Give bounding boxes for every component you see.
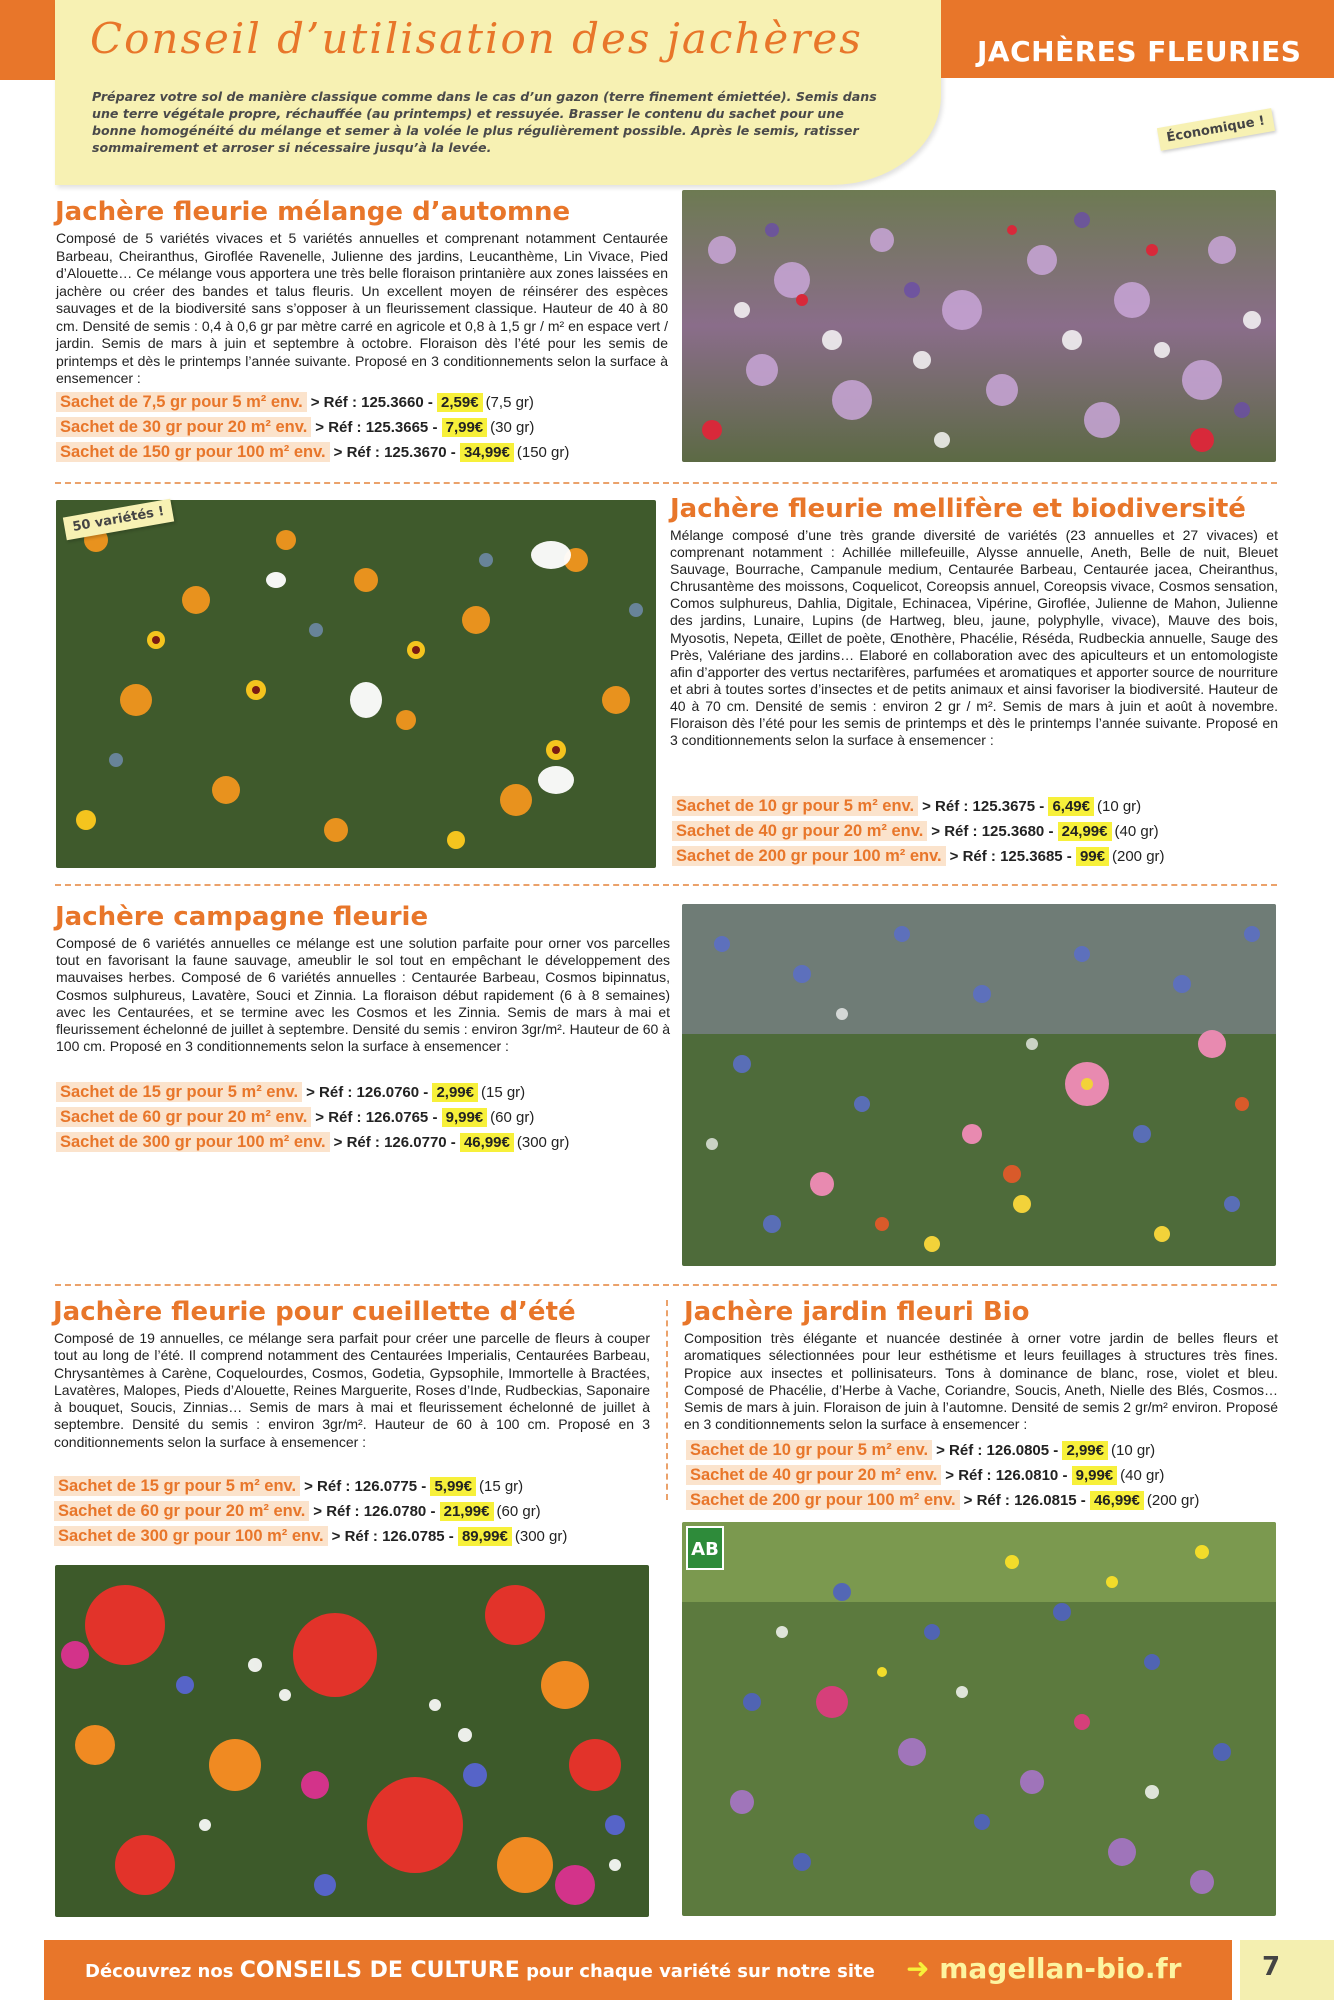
photo-autumn-mix (682, 190, 1276, 462)
option-price: 2,59€ (437, 393, 483, 412)
option-label: Sachet de 15 gr pour 5 m² env. (56, 1082, 302, 1102)
sticker-economique: Économique ! (1157, 108, 1275, 151)
product-title: Jachère campagne fleurie (55, 902, 429, 932)
option-row[interactable] (56, 415, 569, 440)
option-weight: (300 gr) (514, 1528, 568, 1545)
option-price: 5,99€ (430, 1477, 476, 1496)
product-options (56, 1080, 569, 1155)
option-ref: > Réf : 126.0775 - (304, 1478, 427, 1495)
option-ref: > Réf : 125.3665 - (315, 419, 438, 436)
product-options (686, 1438, 1199, 1513)
option-weight: (10 gr) (1110, 1442, 1156, 1459)
cursor-arrow-icon: ➜ (906, 1952, 930, 1985)
product-description: Mélange composé d’une très grande diversité de variétés (23 annuelles et 27 vivaces) et comprenant notamment : Achillée millefeuille, Alysse annuelle, Aneth, Belle de nuit, Bleuet Sauvage, Bourrache, Campanule medium, Centaurée Barbeau, Centaurée jacea, Cheiranthus, Chrusantème des moissons, Coquelicot, Coreopsis annuel, Coreopsis vivace, Cosmos sensation, Comos sulphureus, Dahlia, Digitale, Echinacea, Vipérine, Giroflée, Julienne de Mahon, Julienne des jardins, Lunaire, Lupins (de Hartweg, bleu, jaune, polyphylle, vivace), Mauve des bois, Myosotis, Nepeta, Œillet de poète, Œnothère, Phacélie, Réséda, Rudbeckia annuelle, Sauge des Près, Valériane des jardins… Elaboré en collaboration avec des apiculteurs et un entomologiste afin d’apporter des vertus nectarifères, parfumées et aromatiques et apporter source de nourriture et abri à toutes sortes d’insectes et de petits animaux et ainsi favoriser la biodiversité. Hauteur de 40 à 70 cm. Densité de semis : environ 2 gr / m². Semis de mars à juin et août à novembre. Floraison dès l’été pour les semis de printemps et dès le printemps l’année suivante. Proposé en 3 conditionnements selon la surface à ensemencer : (670, 527, 1278, 749)
footer-post: pour chaque variété sur notre site (526, 1961, 875, 1982)
option-row[interactable] (54, 1524, 567, 1549)
option-label: Sachet de 200 gr pour 100 m² env. (672, 846, 946, 866)
option-weight: (30 gr) (490, 419, 535, 436)
option-weight: (10 gr) (1096, 798, 1142, 815)
option-ref: > Réf : 125.3670 - (333, 444, 456, 461)
option-weight: (200 gr) (1146, 1492, 1200, 1509)
option-price: 6,49€ (1048, 797, 1094, 816)
option-row[interactable] (686, 1438, 1199, 1463)
product-title: Jachère fleurie mélange d’automne (55, 197, 571, 227)
option-price: 24,99€ (1058, 822, 1112, 841)
product-description: Composé de 19 annuelles, ce mélange sera parfait pour créer une parcelle de fleurs à couper tout au long de l’été. Il comprend notamment des Centaurées Imperialis, Centaurées Barbeau, Chrysantèmes à Carène, Coquelourdes, Cosmos, Godetia, Gypsophile, Immortelle à Bractées, Lavatères, Malopes, Pieds d’Alouette, Reines Marguerite, Roses d’Inde, Rudbeckias, Saponaire à bouquet, Soucis, Zinnias… Semis de mars à mai et fleurissement échelonné de juillet à septembre. Densité du semis : environ 3gr/m². Hauteur de 60 à 100 cm. Proposé en 3 conditionnements selon la surface à ensemencer : (54, 1330, 650, 1450)
option-label: Sachet de 300 gr pour 100 m² env. (56, 1132, 330, 1152)
option-label: Sachet de 10 gr pour 5 m² env. (686, 1440, 932, 1460)
option-label: Sachet de 40 gr pour 20 m² env. (686, 1465, 941, 1485)
footer-text (85, 1958, 875, 1983)
option-price: 89,99€ (458, 1527, 512, 1546)
option-label: Sachet de 150 gr pour 100 m² env. (56, 442, 330, 462)
option-row[interactable] (56, 1130, 569, 1155)
photo-campagne (682, 904, 1276, 1266)
option-row[interactable] (56, 440, 569, 465)
site-link[interactable] (906, 1952, 1181, 1985)
option-ref: > Réf : 126.0810 - (945, 1467, 1068, 1484)
product-description: Composition très élégante et nuancée destinée à orner votre jardin de belles fleurs et aromatiques sélectionnées pour leur esthétisme et leurs feuillages à structures très fines. Propice aux insectes et pollinisateurs. Tons à dominance de blanc, rose, violet et bleu. Composé de Phacélie, d’Herbe à Vache, Coriandre, Soucis, Aneth, Nielle des Blés, Cosmos…Semis de mars à juin. Floraison de juin à l’automne. Densité de semis 2 gr/m² environ. Proposé en 3 conditionnements selon la surface à ensemencer : (684, 1330, 1278, 1433)
option-ref: > Réf : 125.3675 - (922, 798, 1045, 815)
vertical-divider (666, 1300, 668, 1500)
option-weight: (60 gr) (496, 1503, 541, 1520)
footer-highlight: CONSEILS DE CULTURE (239, 1958, 520, 1983)
option-weight: (60 gr) (490, 1109, 535, 1126)
option-weight: (15 gr) (478, 1478, 524, 1495)
option-weight: (200 gr) (1112, 848, 1165, 865)
option-row[interactable] (672, 819, 1165, 844)
option-weight: (40 gr) (1114, 823, 1159, 840)
sticker-50-varietes: 50 variétés ! (63, 499, 174, 541)
option-row[interactable] (672, 794, 1165, 819)
product-options (54, 1474, 567, 1549)
option-row[interactable] (54, 1499, 567, 1524)
option-price: 9,99€ (1072, 1466, 1118, 1485)
option-row[interactable] (56, 390, 569, 415)
option-row[interactable] (686, 1463, 1199, 1488)
option-price: 99€ (1076, 847, 1109, 866)
option-ref: > Réf : 126.0815 - (963, 1492, 1086, 1509)
option-weight: (150 gr) (516, 444, 570, 461)
option-price: 2,99€ (1062, 1441, 1108, 1460)
footer-pre: Découvrez nos (85, 1961, 234, 1982)
option-label: Sachet de 40 gr pour 20 m² env. (672, 821, 927, 841)
option-ref: > Réf : 126.0765 - (315, 1109, 438, 1126)
option-price: 34,99€ (460, 443, 514, 462)
option-row[interactable] (686, 1488, 1199, 1513)
option-ref: > Réf : 126.0780 - (313, 1503, 436, 1520)
product-title: Jachère fleurie mellifère et biodiversité (670, 494, 1246, 524)
option-weight: (15 gr) (480, 1084, 526, 1101)
divider (55, 482, 1277, 484)
left-accent-strip (0, 0, 55, 80)
option-label: Sachet de 300 gr pour 100 m² env. (54, 1526, 328, 1546)
option-ref: > Réf : 126.0785 - (331, 1528, 454, 1545)
option-price: 46,99€ (460, 1133, 514, 1152)
option-label: Sachet de 10 gr pour 5 m² env. (672, 796, 918, 816)
conseil-title: Conseil d’utilisation des jachères (90, 14, 863, 63)
option-row[interactable] (56, 1105, 569, 1130)
option-ref: > Réf : 125.3680 - (931, 823, 1054, 840)
divider (55, 1284, 1277, 1286)
option-label: Sachet de 30 gr pour 20 m² env. (56, 417, 311, 437)
option-ref: > Réf : 126.0760 - (306, 1084, 429, 1101)
option-label: Sachet de 15 gr pour 5 m² env. (54, 1476, 300, 1496)
option-price: 9,99€ (442, 1108, 488, 1127)
option-ref: > Réf : 126.0770 - (333, 1134, 456, 1151)
product-description: Composé de 6 variétés annuelles ce mélange est une solution parfaite pour orner vos parcelles tout en favorisant la faune sauvage, ameublir le sol tout en empêchant le développement des mauvaises herbes. Composé de 6 variétés annuelles : Centaurée Barbeau, Cosmos bipinnatus, Cosmos sulphureus, Lavatère, Souci et Zinnia. La floraison début rapidement (6 à 8 semaines) avec les Centaurées, et se termine avec les Cosmos et les Zinnia. Semis de mars à mai et fleurissement échelonné de juillet à septembre. Densité du semis : environ 3gr/m². Hauteur de 60 à 100 cm. Proposé en 3 conditionnements selon la surface à ensemencer : (56, 935, 670, 1055)
option-price: 2,99€ (432, 1083, 478, 1102)
option-weight: (300 gr) (516, 1134, 570, 1151)
option-row[interactable] (672, 844, 1165, 869)
option-weight: (7,5 gr) (485, 394, 534, 411)
site-url: magellan-bio.fr (939, 1952, 1182, 1985)
option-row[interactable] (56, 1080, 569, 1105)
option-label: Sachet de 60 gr pour 20 m² env. (56, 1107, 311, 1127)
product-title: Jachère jardin fleuri Bio (684, 1297, 1030, 1327)
category-title: JACHÈRES FLEURIES (977, 35, 1302, 68)
page-number: 7 (1262, 1952, 1281, 1982)
option-price: 7,99€ (442, 418, 488, 437)
option-row[interactable] (54, 1474, 567, 1499)
option-label: Sachet de 200 gr pour 100 m² env. (686, 1490, 960, 1510)
option-ref: > Réf : 126.0805 - (936, 1442, 1059, 1459)
option-ref: > Réf : 125.3685 - (949, 848, 1072, 865)
option-label: Sachet de 7,5 gr pour 5 m² env. (56, 392, 307, 412)
option-ref: > Réf : 125.3660 - (310, 394, 433, 411)
photo-bio (682, 1522, 1276, 1916)
product-options (672, 794, 1165, 869)
option-price: 46,99€ (1090, 1491, 1144, 1510)
option-label: Sachet de 60 gr pour 20 m² env. (54, 1501, 309, 1521)
page-number-box (1240, 1940, 1334, 2000)
photo-mellifere (56, 500, 656, 868)
product-title: Jachère fleurie pour cueillette d’été (53, 1297, 576, 1327)
option-weight: (40 gr) (1120, 1467, 1165, 1484)
divider (55, 884, 1277, 886)
conseil-text: Préparez votre sol de manière classique comme dans le cas d’un gazon (terre finement émiettée). Semis dans une terre végétale propre, réchauffée (au printemps) et ressuyée. Brasser le contenu du sachet pour une bonne homogénéité du mélange et semer à la volée le plus régulièrement possible. Après le semis, ratisser sommairement et arroser si nécessaire jusqu’à la levée. (92, 89, 877, 155)
ab-bio-logo: AB (686, 1526, 724, 1570)
photo-cueillette (55, 1565, 649, 1917)
option-price: 21,99€ (440, 1502, 494, 1521)
product-options (56, 390, 569, 465)
product-description: Composé de 5 variétés vivaces et 5 variétés annuelles et comprenant notamment Centaurée Barbeau, Cheiranthus, Giroflée Ravenelle, Julienne des jardins, Leucanthème, Lin Vivace, Pied d’Alouette… Ce mélange vous apportera une très belle floraison printanière aux zones laissées en jachère ou créer des bandes et talus fleuris. Un excellent moyen de réinsérer des espèces sauvages et de la biodiversité sans s’opposer à un fleurissement classique. Hauteur de 40 à 80 cm. Densité de semis : 0,4 à 0,6 gr par mètre carré en agricole et 0,8 à 1,5 gr / m² en espace vert / jardin. Semis de mars à juin et septembre à octobre. Floraison dès l’été pour les semis de printemps et dès le printemps l’année suivante. Proposé en 3 conditionnements selon la surface à ensemencer : (56, 230, 668, 386)
